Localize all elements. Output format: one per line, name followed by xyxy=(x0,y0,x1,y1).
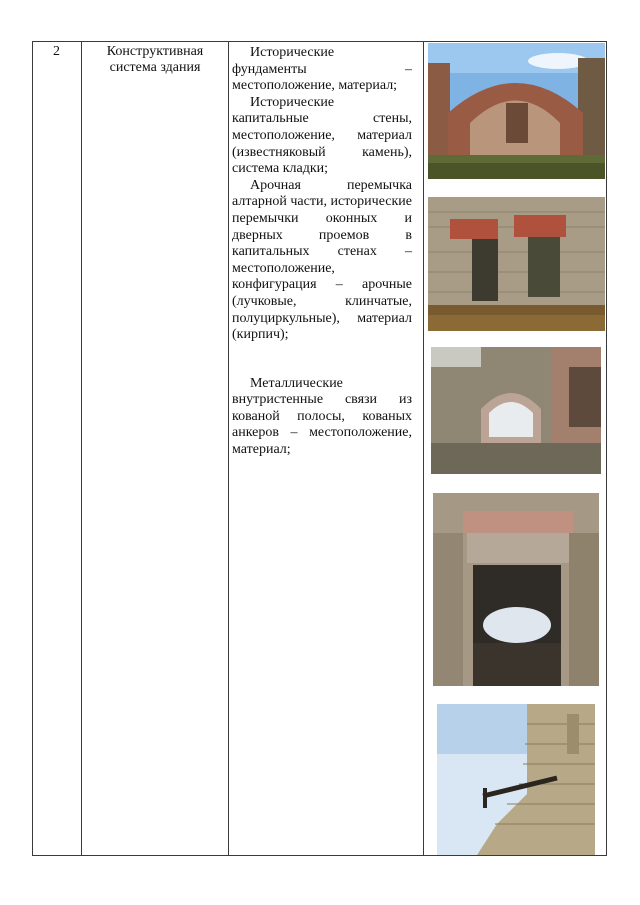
column-divider-1 xyxy=(81,41,82,856)
photo-iron-anchor xyxy=(437,704,595,855)
photo-arched-window xyxy=(431,347,601,474)
paragraph-walls: Исторические капитальные стены, местоположение, материал (известняковый камень), система кладки; xyxy=(232,94,412,177)
photo-altar-arch xyxy=(428,43,605,179)
photo-lintels xyxy=(428,197,605,331)
column-divider-3 xyxy=(423,41,424,856)
paragraph-arches: Арочная перемычка алтарной части, исторические перемычки оконных и дверных проемов в капитальных стенах – местоположение, конфигурация – арочные (лучковые, клинчатые, полуциркульные), материал (кирпич); xyxy=(232,177,412,343)
paragraph-foundations: Исторические фундаменты – местоположение, материал; xyxy=(232,45,412,94)
description-cell xyxy=(232,45,412,459)
paragraph-ties: Металлические внутристенные связи из кованой полосы, кованых анкеров – местоположение, материал; xyxy=(232,375,412,458)
row-name: Конструктивная система здания xyxy=(106,44,204,75)
column-divider-2 xyxy=(228,41,229,856)
row-number: 2 xyxy=(53,44,60,59)
photo-window-opening xyxy=(433,493,599,686)
